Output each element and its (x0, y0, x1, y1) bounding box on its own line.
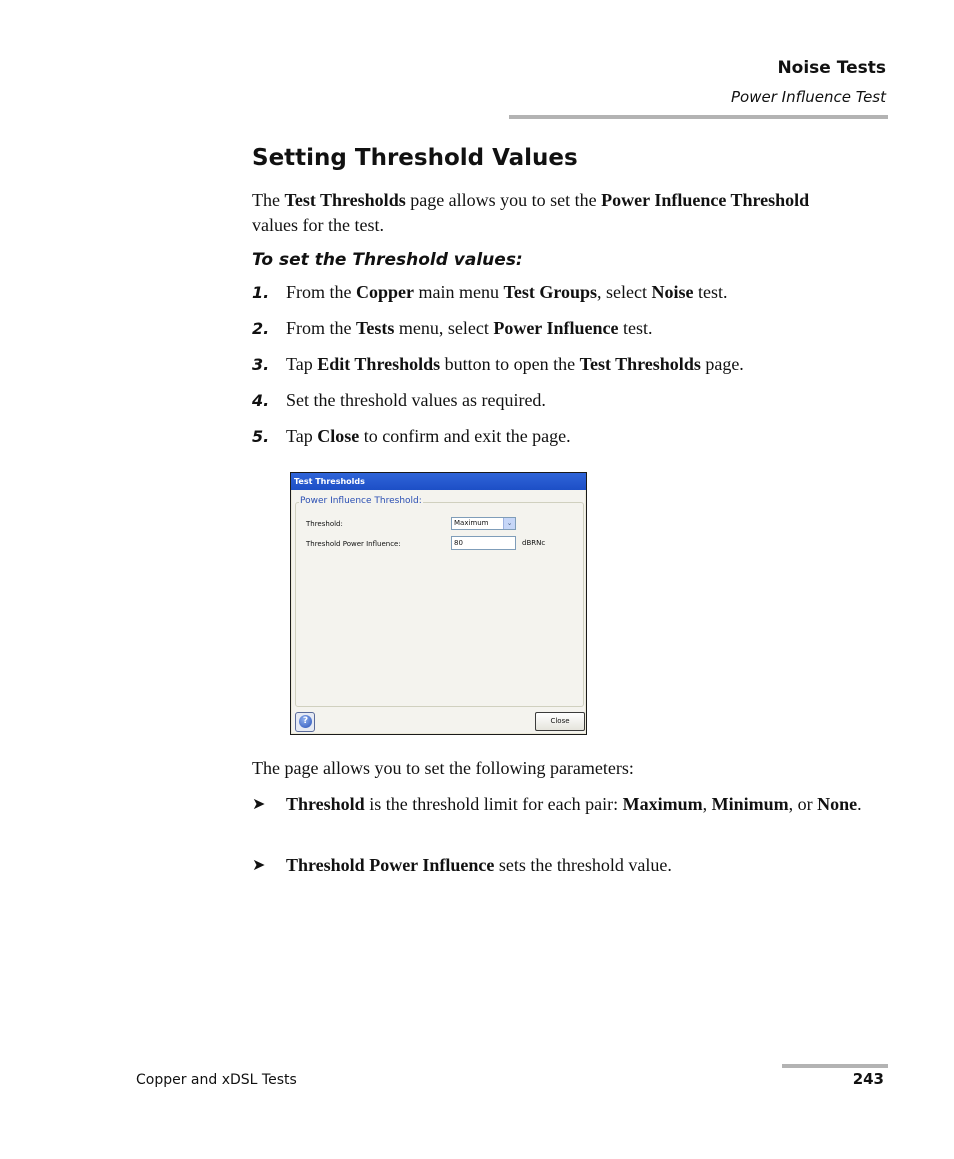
step-number: 5. (252, 427, 270, 446)
bullet-arrow-icon: ➤ (252, 796, 266, 813)
intro-bold-1: Test Thresholds (284, 190, 406, 210)
intro-text-2: page allows you to set the (405, 190, 602, 210)
intro-bold-2: Power Influence Threshold (601, 190, 810, 210)
running-header-chapter: Noise Tests (777, 58, 886, 78)
chevron-down-icon[interactable]: ⌄ (503, 518, 515, 529)
threshold-label: Threshold: (306, 520, 343, 528)
procedure-title: To set the Threshold values: (252, 250, 523, 270)
step-text: Tap Close to confirm and exit the page. (286, 426, 571, 446)
intro-paragraph (252, 188, 842, 238)
step-number: 2. (252, 319, 270, 338)
step-text: From the Tests menu, select Power Influence test. (286, 318, 653, 338)
step-number: 1. (252, 283, 270, 302)
dialog-title: Test Thresholds (291, 473, 586, 490)
help-button[interactable] (295, 712, 315, 732)
question-mark-icon: ? (299, 715, 312, 728)
dialog-body (292, 490, 585, 733)
intro-text-1: The (252, 190, 285, 210)
footer-title: Copper and xDSL Tests (136, 1072, 297, 1088)
header-rule (509, 115, 888, 119)
section-title: Setting Threshold Values (252, 145, 578, 171)
threshold-select-value: Maximum (454, 519, 489, 527)
page-number: 243 (852, 1070, 884, 1088)
tpi-unit: dBRNc (522, 539, 546, 547)
step-number: 3. (252, 355, 270, 374)
power-influence-group (295, 502, 584, 707)
tpi-label: Threshold Power Influence: (306, 540, 401, 548)
step-number: 4. (252, 391, 270, 410)
close-button[interactable]: Close (535, 712, 585, 731)
running-header-section: Power Influence Test (731, 88, 886, 106)
step-text: Tap Edit Thresholds button to open the Test Thresholds page. (286, 354, 744, 374)
bullet-text: Threshold Power Influence sets the threshold value. (286, 855, 672, 875)
threshold-select[interactable] (451, 517, 516, 530)
tpi-input[interactable]: 80 (451, 536, 516, 550)
intro-text-3: values for the test. (252, 215, 384, 235)
step-text: From the Copper main menu Test Groups, select Noise test. (286, 282, 728, 302)
footer-rule (782, 1064, 888, 1068)
bullet-arrow-icon: ➤ (252, 857, 266, 874)
group-label: Power Influence Threshold: (300, 496, 422, 506)
parameters-intro: The page allows you to set the following parameters: (252, 758, 634, 778)
bullet-text: Threshold is the threshold limit for each pair: Maximum, Minimum, or None. (286, 794, 862, 814)
step-text: Set the threshold values as required. (286, 390, 546, 410)
test-thresholds-dialog (290, 472, 587, 735)
